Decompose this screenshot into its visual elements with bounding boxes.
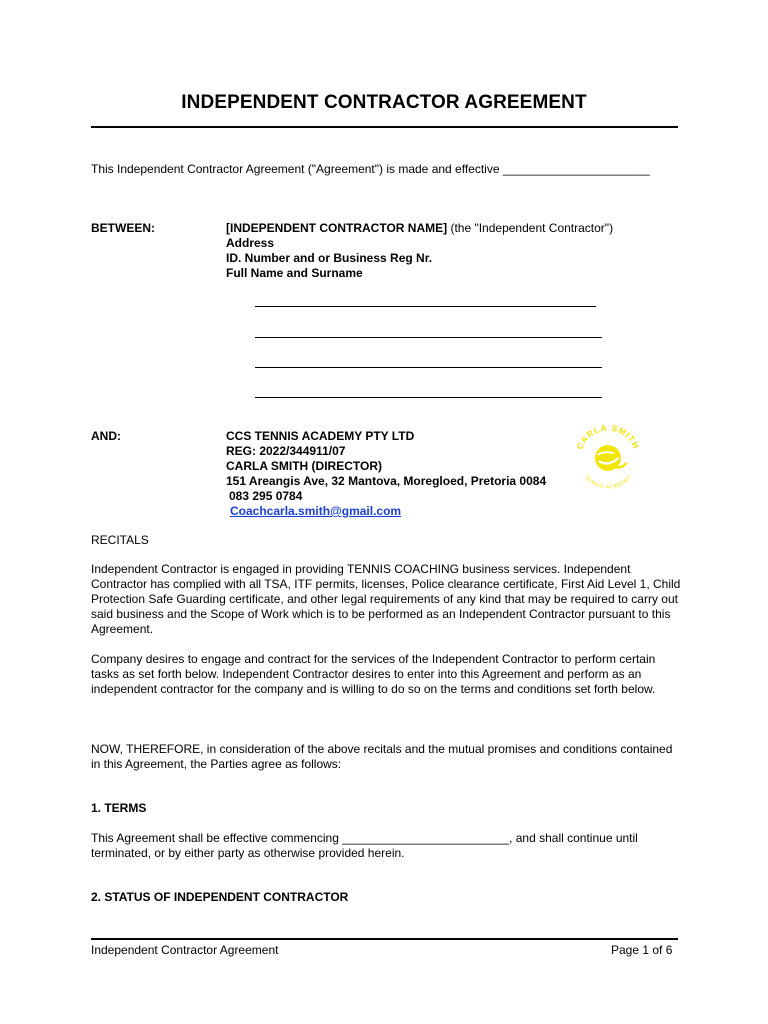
company-phone: 083 295 0784 — [229, 489, 303, 503]
recitals-heading: RECITALS — [91, 533, 149, 547]
section-1-heading: 1. TERMS — [91, 801, 147, 815]
company-director: CARLA SMITH (DIRECTOR) — [226, 459, 382, 473]
footer-rule — [91, 938, 678, 940]
section-1-text: This Agreement shall be effective commencing _________________________, and shall continue until terminated, or by either party as otherwise provided herein. — [91, 831, 638, 860]
company-address: 151 Areangis Ave, 32 Mantova, Moregloed, Pretoria 0084 — [226, 474, 547, 488]
contractor-id-label: ID. Number and or Business Reg Nr. — [226, 251, 433, 265]
section-2-heading: 2. STATUS OF INDEPENDENT CONTRACTOR — [91, 890, 349, 904]
recitals-paragraph-3: NOW, THEREFORE, in consideration of the above recitals and the mutual promises and conditions contained in this Agreement, the Parties agree as follows: — [91, 742, 673, 771]
page-title: INDEPENDENT CONTRACTOR AGREEMENT — [181, 92, 587, 113]
contractor-name: [INDEPENDENT CONTRACTOR NAME] — [226, 221, 448, 235]
recitals-paragraph-1: Independent Contractor is engaged in providing TENNIS COACHING business services. Independent Contractor has complied with all TSA, ITF permits, licenses, Police clearance certificate, First Aid Level 1, Child Protection Safe Guarding certificate, and other legal requirements of any kind that may be required to carry out said business and the Scope of Work which is to be performed as an Independent Contractor pursuant to this Agreement. — [91, 562, 681, 636]
and-label: AND: — [91, 429, 121, 443]
footer-left: Independent Contractor Agreement — [91, 943, 279, 957]
recitals-paragraph-2: Company desires to engage and contract for the services of the Independent Contractor to perform certain tasks as set forth below. Independent Contractor desires to enter into this Agreement and perform as an independent contractor for the company and is willing to do so on the terms and conditions set forth below. — [91, 652, 656, 696]
company-email-link[interactable]: Coachcarla.smith@gmail.com — [230, 504, 402, 518]
contractor-name-suffix: (the "Independent Contractor") — [447, 221, 614, 235]
svg-text:TENNIS ACADEMY — [583, 474, 633, 490]
tennis-academy-logo — [570, 420, 646, 496]
company-reg: REG: 2022/344911/07 — [226, 444, 346, 458]
footer-page-number: Page 1 of 6 — [611, 943, 673, 957]
contractor-address-label: Address — [226, 236, 275, 250]
blank-line-1 — [255, 306, 596, 307]
contractor-name-line — [226, 221, 613, 236]
blank-line-3 — [255, 367, 602, 368]
between-label: BETWEEN: — [91, 221, 155, 235]
contractor-fullname-label: Full Name and Surname — [226, 266, 363, 280]
blank-line-4 — [255, 397, 602, 398]
company-name: CCS TENNIS ACADEMY PTY LTD — [226, 429, 415, 443]
logo-top-text: CARLA SMITH — [574, 422, 642, 451]
blank-line-2 — [255, 337, 602, 338]
intro-text: This Independent Contractor Agreement ("Agreement") is made and effective ______________________ — [91, 162, 650, 176]
title-rule — [91, 126, 678, 128]
logo-bottom-text: TENNIS ACADEMY — [583, 474, 633, 491]
